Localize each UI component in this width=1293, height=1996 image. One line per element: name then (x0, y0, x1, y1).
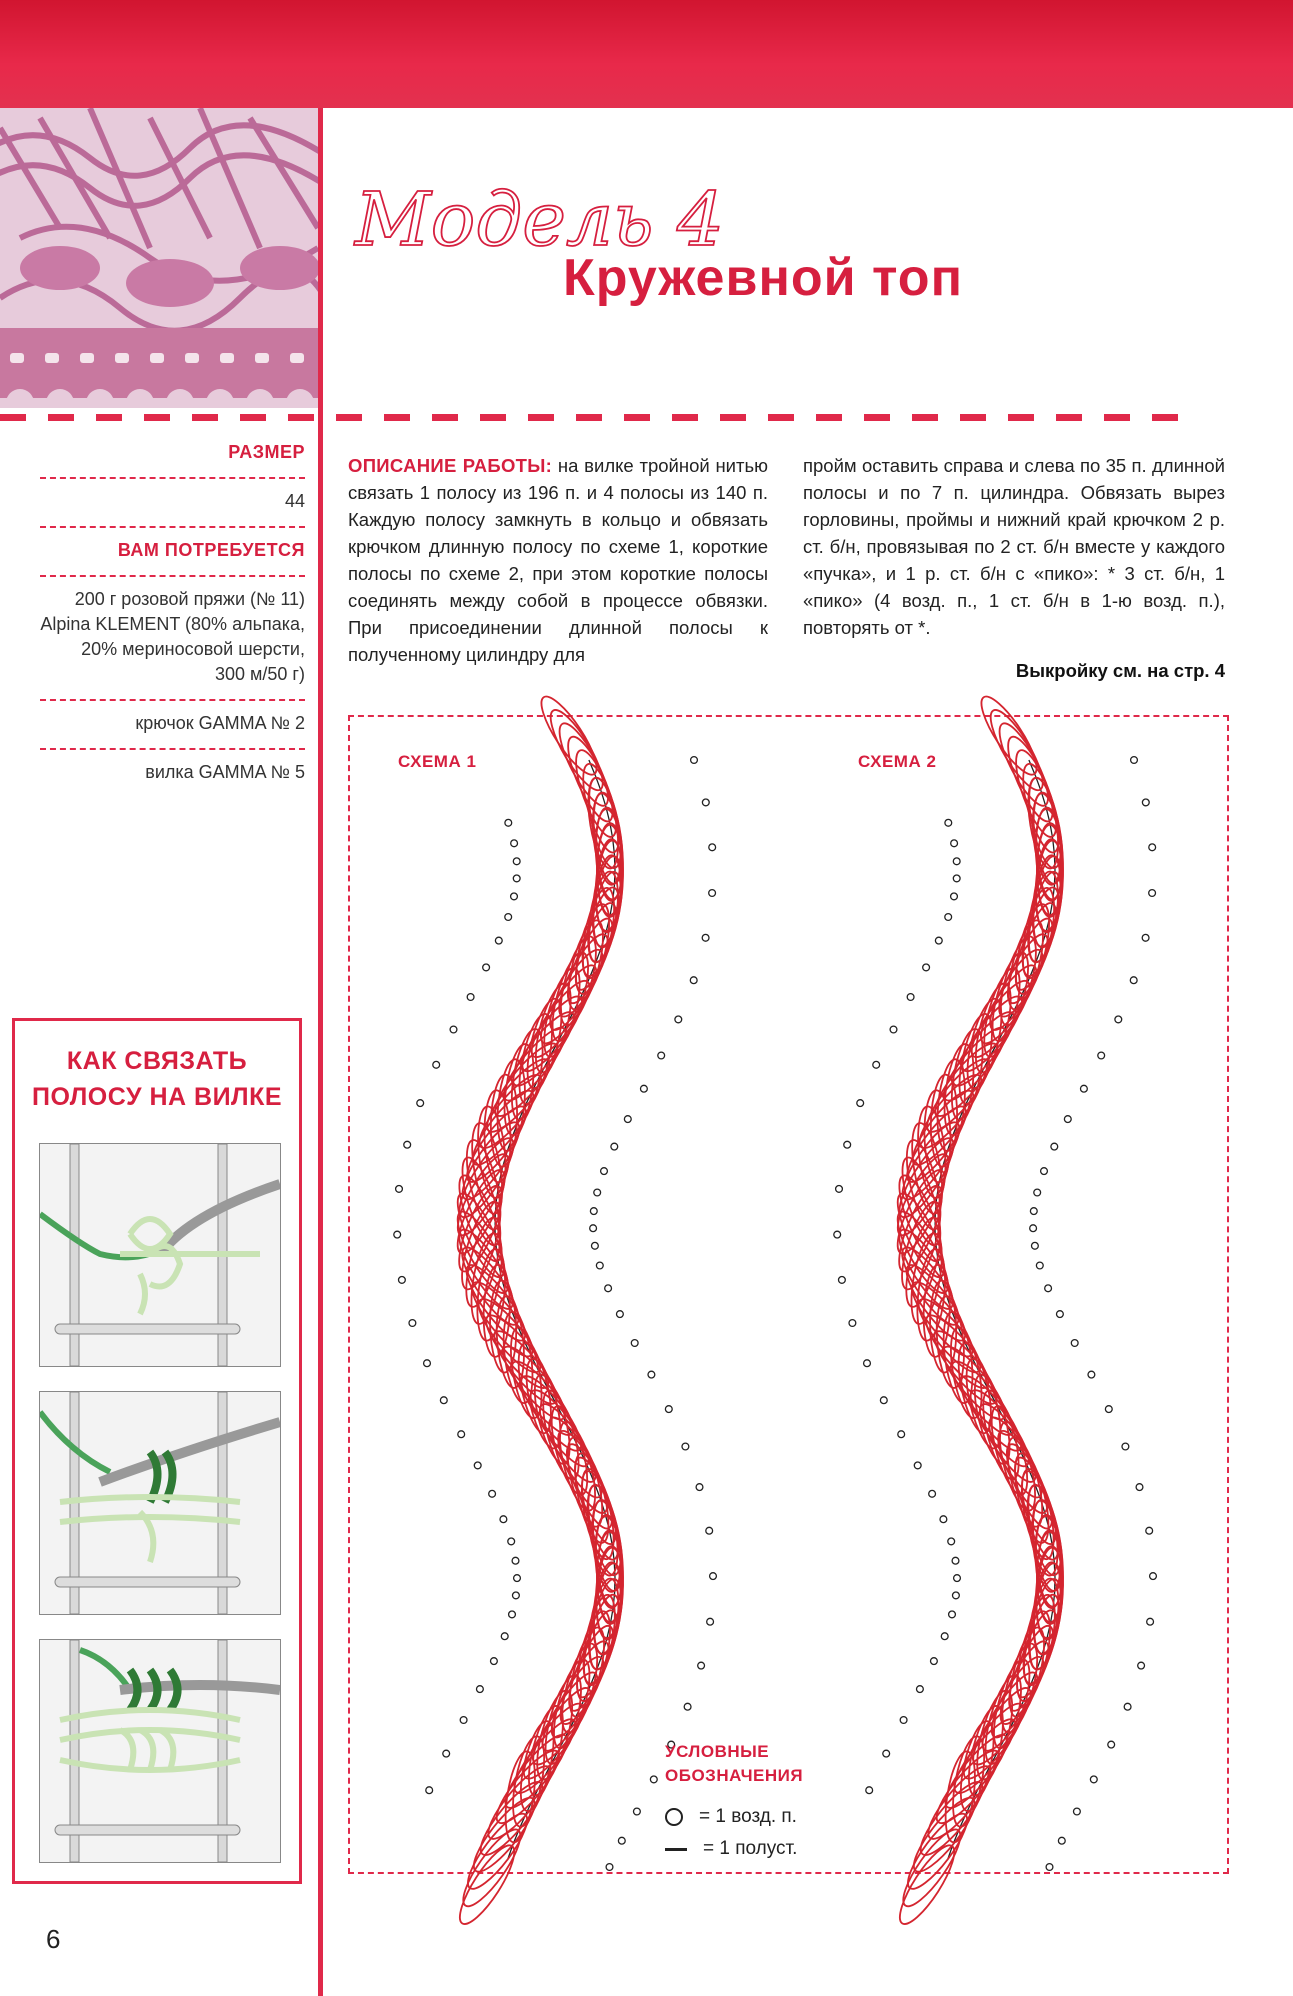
description-lead: ОПИСАНИЕ РАБОТЫ: (348, 455, 553, 476)
page-title: Кружевной топ (563, 249, 963, 307)
description-text-2: пройм оставить справа и слева по 35 п. длинной полосы и по 7 п. цилиндра. Обвязать вырез горловины, проймы и нижний край крючком 2 р. ст. б/н, провязывая по 2 ст. б/н вместе у каждого «пучка», и 1 р. ст. б/н с «пико»: * 3 ст. б/н, 1 «пико» (4 возд. п., 1 ст. б/н в 1-ю возд. п.), повторять от *. (803, 455, 1225, 638)
howto-step-2 (39, 1391, 281, 1615)
description-text-1: на вилке тройной нитью связать 1 полосу из 196 п. и 4 полосы из 140 п. Каждую полосу замкнуть в кольцо и обвязать крючком длинную полосу по схеме 1, короткие полосы по схеме 2, при этом короткие полосы соединять между собой в процессе обвязки. При присоединении длинной полосы к полученному цилиндру для (348, 455, 769, 665)
dotted-divider (40, 748, 305, 750)
section-dash-rule (0, 414, 1293, 424)
yarn-line: Alpina KLEMENT (80% альпака, (40, 614, 305, 634)
dotted-divider (40, 699, 305, 701)
yarn-line: 20% мериносовой шерсти, (81, 639, 305, 659)
header-band (0, 0, 1293, 108)
description-col-2 (803, 452, 1225, 641)
howto-step-1 (39, 1143, 281, 1367)
materials-column (40, 440, 305, 785)
needs-heading: ВАМ ПОТРЕБУЕТСЯ (117, 540, 305, 560)
lace-photo-drawing (0, 108, 318, 408)
dotted-divider (40, 575, 305, 577)
legend-slip-text: = 1 полуст. (703, 1838, 798, 1859)
chain-symbol-icon (665, 1808, 683, 1826)
howto-title-line: ПОЛОСУ НА ВИЛКЕ (31, 1083, 283, 1111)
legend-title-line: УСЛОВНЫЕ (665, 1742, 770, 1761)
howto-step-3 (39, 1639, 281, 1863)
legend-chain (665, 1806, 797, 1828)
dotted-divider (40, 526, 305, 528)
lace-photo (0, 108, 318, 408)
legend-title (665, 1740, 803, 1788)
yarn-line: 200 г розовой пряжи (№ 11) (74, 589, 305, 609)
title-script-text: Модель 4 (355, 177, 725, 263)
fork-value: вилка GAMMA № 5 (145, 762, 305, 782)
sidebar-divider (318, 108, 323, 1996)
dotted-divider (40, 477, 305, 479)
legend-chain-text: = 1 возд. п. (699, 1806, 797, 1827)
size-heading: РАЗМЕР (228, 442, 305, 462)
scheme-2-label: СХЕМА 2 (858, 752, 937, 771)
yarn-line: 300 м/50 г) (215, 664, 305, 684)
howto-title (15, 1043, 299, 1115)
description-col-1 (348, 452, 768, 668)
howto-title-line: КАК СВЯЗАТЬ (66, 1047, 248, 1075)
howto-box (12, 1018, 302, 1884)
scheme-1-label: СХЕМА 1 (398, 752, 477, 771)
legend-slip (665, 1838, 797, 1860)
size-value: 44 (284, 491, 305, 511)
page-number: 6 (46, 1924, 61, 1954)
hook-value: крючок GAMMA № 2 (135, 713, 305, 733)
pattern-reference: Выкройку см. на стр. 4 (1015, 660, 1225, 681)
slip-symbol-icon (665, 1848, 687, 1851)
legend-title-line: ОБОЗНАЧЕНИЯ (665, 1766, 804, 1785)
schemes-box (348, 715, 1229, 1874)
